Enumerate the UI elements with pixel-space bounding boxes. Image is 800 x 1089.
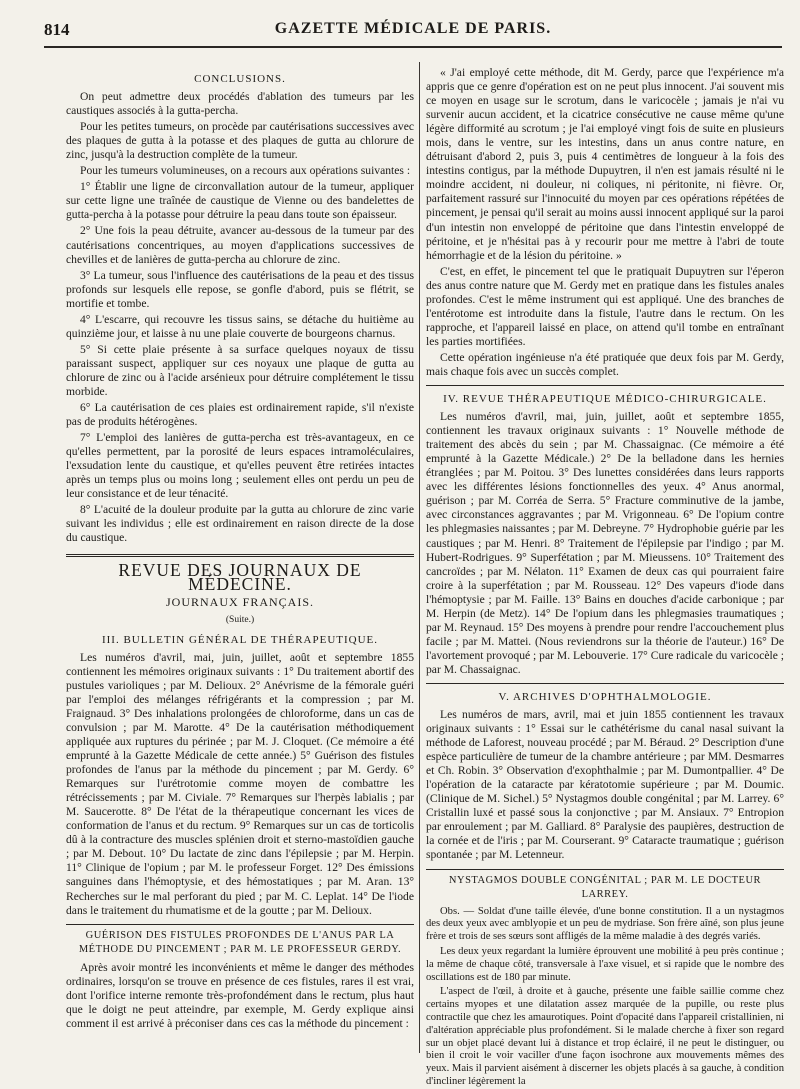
page-header — [44, 10, 782, 48]
nystagmos-paragraph: Les deux yeux regardant la lumière éprouvent une mobilité à peu près continue ; la même de chaque côté, transversale à l'axe visuel, et si rapide que le nombre des oscillations est de 180 par minute. — [426, 946, 784, 983]
section-iii-text: Les numéros d'avril, mai, juin, juillet, août et septembre 1855 contiennent les mémoires originaux suivants : 1° Du traitement abortif des pustules varioliques ; par M. Delioux. 2° Anévrisme de la fémorale guéri par l'emploi des mélanges réfrigérants et la compression ; par M. Fraignaud. 3° Des inhalations prolongées de chloroforme, dans un cas de convulsion ; par M. Marotte. 4° De la cautérisation méthodiquement appliquée aux ruptures du périnée ; par M. J. Cloquet. (Ce mémoire a été emprunté à la Gazette Médicale de cette année.) 5° Guérison des fistules profondes de l'anus par la méthode du pincement ; par M. Gerdy. 6° Remarques sur l'urétrotomie comme moyen de combattre les rétrécissements ; par M. Civiale. 7° Remarques sur l'herpès labialis ; par M. Saucerotte. 8° De l'état de la thérapeutique concernant les vices de conformation de l'anus et du rectum. 9° Remarques sur un cas de torticolis dû à la contracture des muscles splénien droit et sterno-mastoïdien gauche ; par M. Debout. 10° Du lactate de zinc dans l'épilepsie ; par M. Herpin. 11° Clinique de l'opium ; par M. le professeur Forget. 12° Des émissions sanguines dans l'hémoptysie, et des hémostatiques ; par M. Aran. 13° Recherches sur le mal perforant du pied ; par M. C. Leplat. 14° De l'iode dans le traitement du rhumatisme et de la goutte ; par M. Delioux. — [66, 650, 414, 917]
revue-heading: REVUE DES JOURNAUX DE MÉDECINE. — [118, 559, 362, 594]
conclusion-paragraph: 5° Si cette plaie présente à sa surface quelques noyaux de tissu paraissant suspect, appliquer sur ces noyaux une plaque de gutta au chlorure de zinc ou à l'acide arsénieux pour détruire complétement le tissu morbide. — [66, 342, 414, 398]
gerdy-paragraph: C'est, en effet, le pincement tel que le pratiquait Dupuytren sur l'éperon des anus contre nature que M. Gerdy met en pratique dans les fistules anales profondes. C'est le même instrument qui est appliqué. Une des branches de l'entérotome est introduite dans la fistule, l'autre dans le rectum. On les rapproche, et l'appareil laissé en place, on attend qu'il tombe en entraînant les parties mortifiées. — [426, 264, 784, 348]
gerdy-paragraph: Cette opération ingénieuse n'a été pratiquée que deux fois par M. Gerdy, mais chaque fois avec un succès complet. — [426, 350, 784, 378]
conclusion-paragraph: On peut admettre deux procédés d'ablation des tumeurs par les caustiques associés à la gutta-percha. — [66, 90, 414, 118]
section-v-heading: V. ARCHIVES D'OPHTHALMOLOGIE. — [498, 690, 712, 703]
nystagmos-heading: NYSTAGMOS DOUBLE CONGÉNITAL ; PAR M. LE DOCTEUR LARREY. — [448, 874, 762, 900]
left-column — [66, 66, 414, 1053]
nystagmos-paragraph: L'aspect de l'œil, à droite et à gauche, présente une faible saillie comme chez certains myopes et une dilatation assez marquée de la pupille, ou reste plus contractile que chez les amaurotiques. Point d'opacité dans l'appareil cristallinien, ni d'altération appréciable plus profondément. Si le malade cherche à fixer son regard sur un objet placé devant lui à distance et trop éclairé, il ne peut le distinguer, ou bien il croit le voir vaciller d'une façon isochrone aux mouvements mêmes des yeux. Mais il parvient aisément à discerner les objets placés à sa gauche, à condition d'incliner légèrement la — [426, 986, 784, 1087]
conclusion-paragraph: 7° L'emploi des lanières de gutta-percha est très-avantageux, en ce qu'elles permettent, par la porosité de leurs espaces intramoléculaires, l'exsudation lente du caustique, et qu'elles peuvent être retirées intactes après un temps plus ou moins long ; seulement elles ont perdu un peu de leur consistance et de leur ténacité. — [66, 431, 414, 501]
guerison-text: Après avoir montré les inconvénients et même le danger des méthodes ordinaires, lorsqu'on se trouve en présence de ces fistules, rares il est vrai, dont l'orifice interne remonte très-profondément dans le rectum, plus haut que le doigt ne peut atteindre, par exemple, M. Gerdy explique ainsi comment il est arrivé à préconiser dans ces cas la méthode du pincement : — [66, 960, 414, 1030]
conclusion-paragraph: 4° L'escarre, qui recouvre les tissus sains, se détache du huitième au quinzième jour, et laisse à nu une plaie couverte de bourgeons charnus. — [66, 312, 414, 340]
section-divider — [66, 924, 414, 925]
section-iii-heading: III. BULLETIN GÉNÉRAL DE THÉRAPEUTIQUE. — [101, 633, 379, 646]
section-v-text: Les numéros de mars, avril, mai et juin 1855 contiennent les travaux originaux suivants : 1° Essai sur le cathétérisme du canal nasal suivant la méthode de Laforest, nouveau procédé ; par M. Béraud. 2° Description d'une espèce particulière de tumeur de la chambre antérieure ; par MM. Desmarres et Ch. Robin. 3° Observation d'exophthalmie ; par M. Dumontpallier. 4° De l'opération de la cataracte par kératotomie supérieure ; par M. Doumic. (Clinique de M. Sichel.) 5° Nystagmos double congénital ; par M. Larrey. 6° Cristallin luxé et passé sous la conjonctive ; par M. Ansiaux. 7° Entropion par enroulement ; par M. Galliard. 8° Paralysie des paupières, destruction de la cornée et de l'iris ; par M. Courserant. 9° Cataracte traumatique ; guérison spontanée ; par M. Letenneur. — [426, 708, 784, 862]
right-column — [426, 66, 784, 1087]
section-divider — [66, 554, 414, 557]
conclusion-paragraph: 6° La cautérisation de ces plaies est ordinairement rapide, s'il n'existe pas de produits hétérogènes. — [66, 401, 414, 429]
section-iv-heading: IV. REVUE THÉRAPEUTIQUE MÉDICO-CHIRURGICALE. — [443, 393, 767, 406]
column-divider — [419, 62, 420, 1053]
guerison-heading: GUÉRISON DES FISTULES PROFONDES DE L'ANUS PAR LA MÉTHODE DU PINCEMENT ; PAR M. LE PROFESSEUR GERDY. — [78, 929, 402, 955]
conclusion-paragraph: 1° Établir une ligne de circonvallation autour de la tumeur, appliquer sur cette ligne une traînée de caustique de Vienne ou des bandelettes de gutta-percha à la potasse pour détruire la peau dans toute son épaisseur. — [66, 180, 414, 222]
gerdy-paragraph: « J'ai employé cette méthode, dit M. Gerdy, parce que l'expérience m'a appris que ce genre d'opération est on ne peut plus innocent. J'ai souvent mis ce moyen en usage sur le scrotum, dans le varicocèle ; jamais je n'ai vu survenir aucun accident, et la cicatrice consécutive ne cause même qu'une légère difformité au scrotum ; je l'ai employé vingt fois de suite en plusieurs mois, dans le ventre, sur les intestins, dans un anus contre nature, en détruisant d'abord 2, puis 3, puis 4 centimètres de longueur à la fois des intestins contigus, par la méthode Dupuytren, il n'en est jamais résulté ni le moindre accident, ni douleur, ni coliques, ni péritonite, ni fièvre. Or, parfaitement rassuré sur l'innocuité du moyen par ces opérations répétées de pincement, je pensai qu'il serait au moins aussi innocent appliqué sur la paroi d'un intestin non enveloppé de péritoine que dans l'intestin enveloppé de péritoine, et je n'hésitai pas à y recourir pour me mettre à l'abri de toute hémorrhagie et de la lésion du péritoine. » — [426, 66, 784, 262]
section-divider — [426, 385, 784, 386]
suite-label: (Suite.) — [225, 614, 255, 625]
section-divider — [426, 683, 784, 684]
nystagmos-paragraph: Obs. — Soldat d'une taille élevée, d'une bonne constitution. Il a un nystagmos des deux yeux avec amblyopie et un peu de mydriase. Son frère aîné, son plus jeune frère et trois de ses sœurs sont affligés de la même maladie à des degrés variés. — [426, 905, 784, 943]
journaux-heading: JOURNAUX FRANÇAIS. — [165, 594, 315, 609]
conclusion-paragraph: 3° La tumeur, sous l'influence des cautérisations de la peau et des tissus profonds sur lesquels elle repose, se gonfle d'abord, puis se flétrit, se mortifie et tombe. — [66, 268, 414, 310]
section-divider — [426, 869, 784, 870]
conclusion-paragraph: 8° L'acuité de la douleur produite par la gutta au chlorure de zinc varie suivant les individus ; elle est ordinairement en raison directe de la dose du caustique. — [66, 503, 414, 545]
conclusion-paragraph: Pour les tumeurs volumineuses, on a recours aux opérations suivantes : — [80, 164, 411, 178]
journal-title: GAZETTE MÉDICALE DE PARIS. — [274, 20, 552, 37]
section-iv-text: Les numéros d'avril, mai, juin, juillet, août et septembre 1855, contiennent les travaux originaux suivants : 1° Nouvelle méthode de traitement des abcès du sein ; par M. Chassaignac. (Ce mémoire a été emprunté à la Gazette Médicale.) 2° De la belladone dans les hernies étranglées ; par M. Poitou. 3° Des lunettes considérées dans leurs rapports avec les différentes lésions fonctionnelles des yeux. 4° Anus anormal, guérison ; par M. Corréa de Serra. 5° Fracture comminutive de la jambe, avec circonstances aggravantes ; par M. Vrigonneau. 6° De l'opium contre les phlegmasies naissantes ; par M. Debreyne. 7° Hydrophobie guérie par les caustiques ; par M. Henri. 8° Traitement de l'épilepsie par l'indigo ; par M. Hubert-Rodrigues. 9° Superfétation ; par M. Mieussens. 10° Traitement des cancroïdes ; par M. Nélaton. 11° Examen de deux cas qui pourraient faire croire à la superfétation ; par M. Rousseau. 12° Des vapeurs d'iode dans l'hémoptysie ; par M. Faille. 13° Bains en douches d'acide carbonique ; par M. Herpin (de Metz). 14° De l'opium dans les phlegmasies traumatiques ; par M. Reynaud. 15° Des moyens à prendre pour rendre l'accouchement plus facile ; par M. Mattei. (Nous reviendrons sur la théorie de l'auteur.) 16° De l'avortement provoqué ; par M. Lebouverie. 17° Cure radicale du varicocèle ; par M. Chassaignac. — [426, 410, 784, 676]
conclusions-heading: CONCLUSIONS. — [194, 73, 286, 85]
conclusion-paragraph: 2° Une fois la peau détruite, avancer au-dessous de la tumeur par des cautérisations concentriques, au moyen d'applications successives de chevilles et de lanières de gutta-percha au chlorure de zinc. — [66, 224, 414, 266]
page-number: 814 — [44, 20, 70, 39]
conclusion-paragraph: Pour les petites tumeurs, on procède par cautérisations successives avec des plaques de gutta à la potasse et des plaques de gutta au chlorure de zinc, jusqu'à la destruction complète de la tumeur. — [66, 120, 414, 162]
